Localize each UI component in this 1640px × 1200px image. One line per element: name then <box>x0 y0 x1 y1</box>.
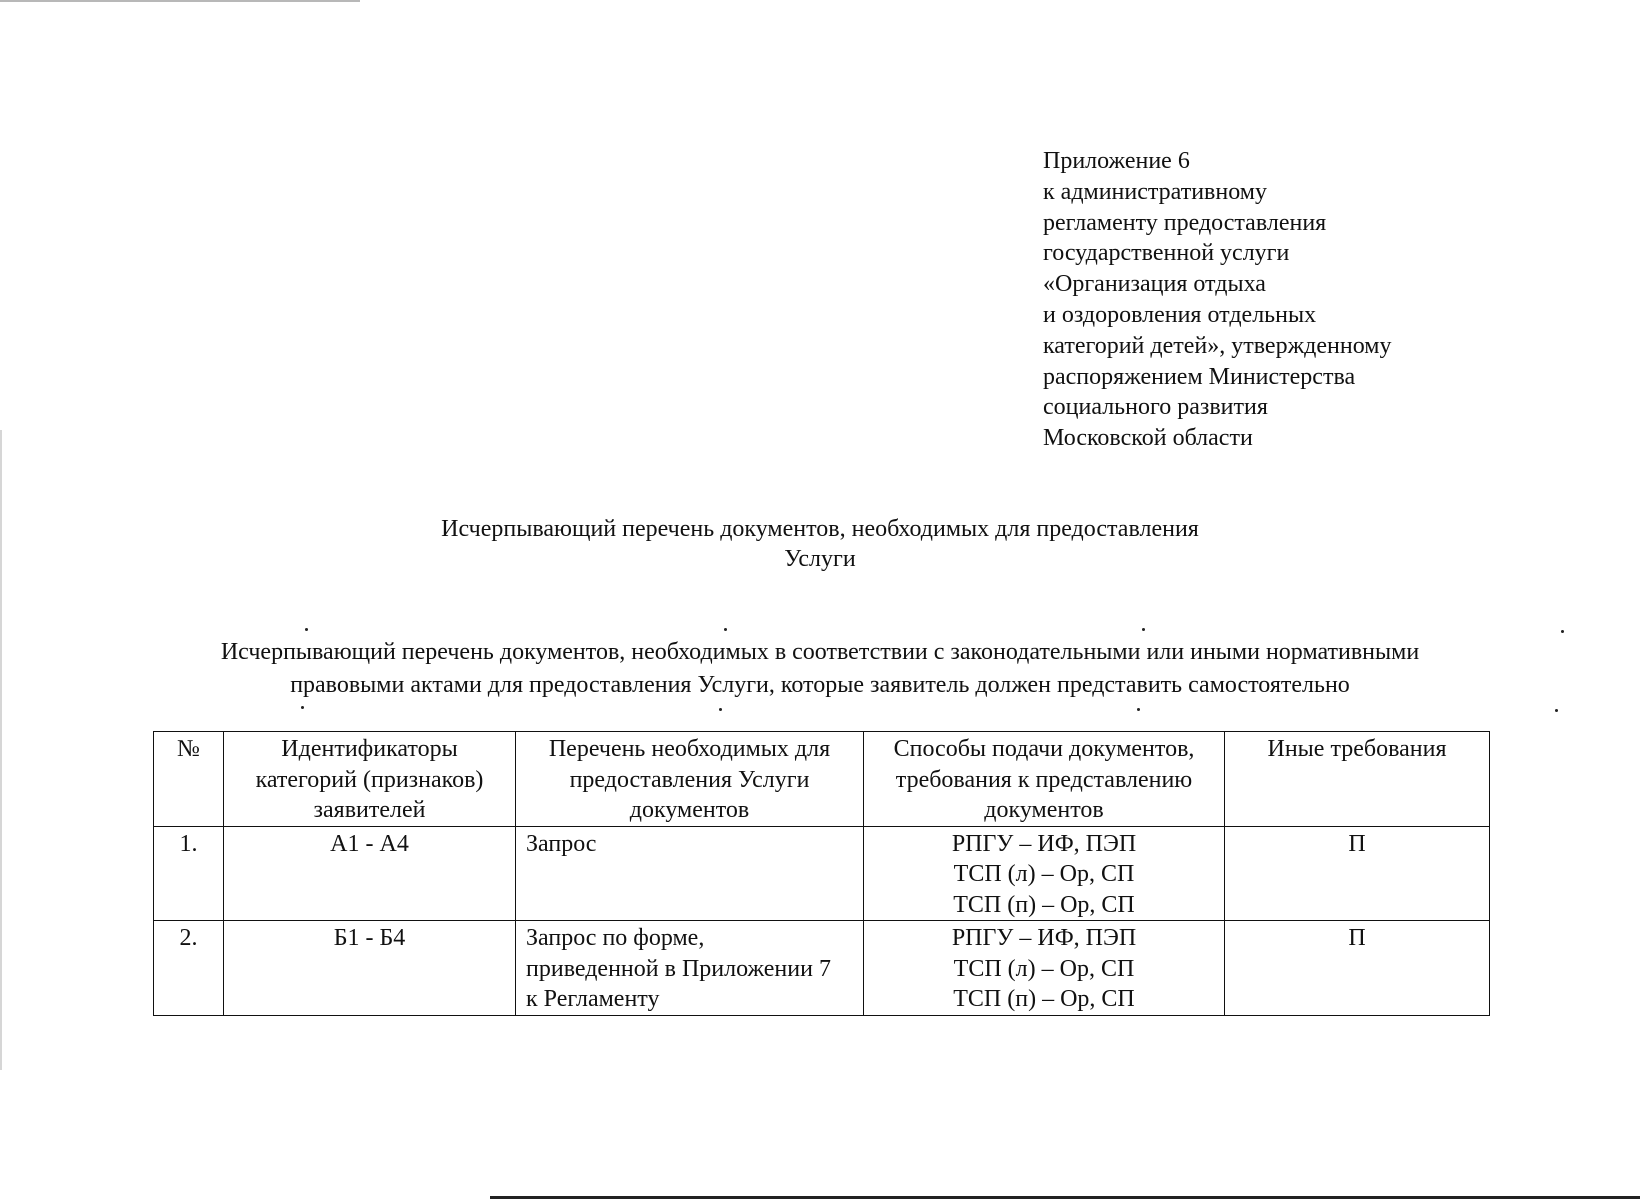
document-line: Запрос по форме, <box>526 925 705 951</box>
document-line: приведенной в Приложении 7 <box>526 955 831 982</box>
header-line: Иные требования <box>1267 736 1447 762</box>
document-subtitle <box>0 636 1640 702</box>
method-line: РПГУ – ИФ, ПЭП <box>951 830 1137 857</box>
header-line: требования к представлению <box>895 766 1193 793</box>
title-line: Услуги <box>784 546 856 572</box>
subtitle-line: Исчерпывающий перечень документов, необходимых в соответствии с законодательными или иными нормативными <box>220 639 1420 665</box>
row-methods <box>864 921 1225 1016</box>
header-category <box>224 732 516 827</box>
appendix-line: к административному <box>1043 178 1267 205</box>
scan-artifact-top <box>0 0 360 2</box>
appendix-line: государственной услуги <box>1043 240 1290 267</box>
appendix-header <box>1043 146 1483 454</box>
header-line: № <box>177 736 200 762</box>
appendix-line: «Организация отдыха <box>1043 271 1266 298</box>
scan-dot <box>1561 630 1564 633</box>
row-documents <box>516 826 864 921</box>
method-line: ТСП (л) – Ор, СП <box>953 955 1135 982</box>
appendix-line: Московской области <box>1043 425 1253 452</box>
scan-dot <box>1555 709 1558 712</box>
table-row <box>154 826 1490 921</box>
header-line: Идентификаторы <box>281 736 458 762</box>
scan-artifact-bottom <box>490 1196 1640 1199</box>
title-line: Исчерпывающий перечень документов, необходимых для предоставления <box>441 516 1199 542</box>
row-other: П <box>1225 921 1490 1016</box>
appendix-line: распоряжением Министерства <box>1043 363 1356 390</box>
scan-dot <box>301 706 304 709</box>
table-row <box>154 921 1490 1016</box>
header-line: документов <box>629 797 750 823</box>
documents-table <box>153 731 1490 1016</box>
header-documents <box>516 732 864 827</box>
header-methods <box>864 732 1225 827</box>
row-methods <box>864 826 1225 921</box>
table-header-row <box>154 732 1490 827</box>
scan-dot <box>1137 708 1140 711</box>
header-line: предоставления Услуги <box>569 766 810 793</box>
scan-dot <box>1142 628 1145 631</box>
scan-dot <box>724 628 727 631</box>
row-category: Б1 - Б4 <box>224 921 516 1016</box>
appendix-line: и оздоровления отдельных <box>1043 301 1317 328</box>
header-line: документов <box>984 797 1104 823</box>
row-number: 2. <box>154 921 224 1016</box>
document-title <box>0 514 1640 574</box>
header-number <box>154 732 224 827</box>
scan-dot <box>719 708 722 711</box>
header-line: Перечень необходимых для <box>548 736 831 762</box>
method-line: ТСП (п) – Ор, СП <box>953 891 1135 918</box>
method-line: ТСП (л) – Ор, СП <box>953 861 1135 887</box>
header-line: Способы подачи документов, <box>893 736 1195 762</box>
row-category: А1 - А4 <box>224 826 516 921</box>
method-line: РПГУ – ИФ, ПЭП <box>951 925 1137 951</box>
document-line: Запрос <box>526 830 597 857</box>
appendix-line: категорий детей», утвержденному <box>1043 332 1392 359</box>
header-other <box>1225 732 1490 827</box>
method-line: ТСП (п) – Ор, СП <box>953 986 1135 1012</box>
header-line: заявителей <box>313 797 426 823</box>
document-line: к Регламенту <box>526 986 660 1012</box>
subtitle-line: правовыми актами для предоставления Услуги, которые заявитель должен представить самостоятельно <box>290 672 1350 698</box>
row-other: П <box>1225 826 1490 921</box>
scan-dot <box>305 628 308 631</box>
appendix-line: социального развития <box>1043 394 1268 421</box>
appendix-line: регламенту предоставления <box>1043 209 1327 236</box>
header-line: категорий (признаков) <box>255 766 484 793</box>
row-documents <box>516 921 864 1016</box>
appendix-line: Приложение 6 <box>1043 148 1190 174</box>
row-number: 1. <box>154 826 224 921</box>
